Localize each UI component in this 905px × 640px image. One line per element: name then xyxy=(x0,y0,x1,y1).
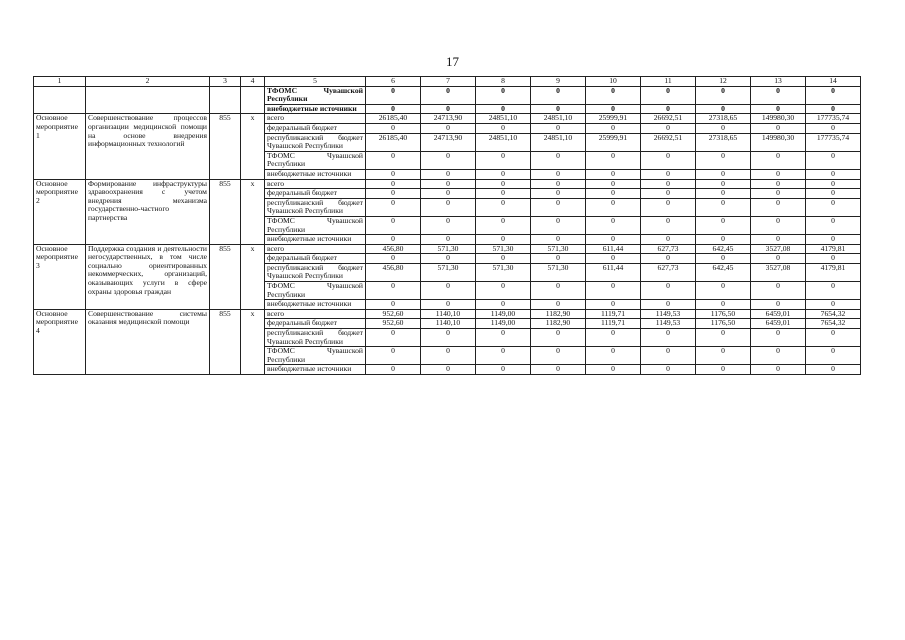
amount-cell: 0 xyxy=(641,347,696,365)
amount-cell: 0 xyxy=(366,329,421,347)
amount-cell: 0 xyxy=(751,216,806,234)
amount-cell: 0 xyxy=(421,189,476,199)
amount-cell: 0 xyxy=(751,347,806,365)
amount-cell: 0 xyxy=(806,347,861,365)
table-row xyxy=(34,179,861,189)
code-cell: 855 xyxy=(210,179,241,244)
amount-cell: 0 xyxy=(696,169,751,179)
amount-cell: 0 xyxy=(531,123,586,133)
amount-cell: 0 xyxy=(751,189,806,199)
amount-cell: 0 xyxy=(476,151,531,169)
x-cell xyxy=(241,86,265,114)
amount-cell: 952,60 xyxy=(366,309,421,319)
funding-source: ТФОМС Чувашской Республики xyxy=(265,216,366,234)
amount-cell: 1119,71 xyxy=(586,319,641,329)
column-number: 3 xyxy=(210,77,241,87)
column-number: 6 xyxy=(366,77,421,87)
amount-cell: 6459,01 xyxy=(751,319,806,329)
amount-cell: 0 xyxy=(366,254,421,264)
activity-name: Совершенствование процессов организации медицинской помощи на основе внедрения информационных технологий xyxy=(86,114,210,179)
activity-name-cell xyxy=(86,86,210,114)
activity-name: Формирование инфраструктуры здравоохранения с учетом внедрения механизма государственно-частного партнерства xyxy=(86,179,210,244)
amount-cell: 0 xyxy=(531,104,586,114)
funding-source: федеральный бюджет xyxy=(265,189,366,199)
amount-cell: 0 xyxy=(806,189,861,199)
column-number: 14 xyxy=(806,77,861,87)
amount-cell: 456,80 xyxy=(366,263,421,281)
amount-cell: 0 xyxy=(366,347,421,365)
amount-cell: 0 xyxy=(696,365,751,375)
amount-cell: 0 xyxy=(476,254,531,264)
amount-cell: 0 xyxy=(806,104,861,114)
amount-cell: 0 xyxy=(586,189,641,199)
amount-cell: 3527,08 xyxy=(751,244,806,254)
funding-source: федеральный бюджет xyxy=(265,123,366,133)
funding-source: внебюджетные источники xyxy=(265,300,366,310)
column-number: 11 xyxy=(641,77,696,87)
amount-cell: 1119,71 xyxy=(586,309,641,319)
amount-cell: 0 xyxy=(366,365,421,375)
amount-cell: 0 xyxy=(586,151,641,169)
amount-cell: 0 xyxy=(476,86,531,104)
amount-cell: 24851,10 xyxy=(531,133,586,151)
column-number: 7 xyxy=(421,77,476,87)
amount-cell: 25999,91 xyxy=(586,114,641,124)
amount-cell: 0 xyxy=(531,329,586,347)
amount-cell: 1149,00 xyxy=(476,309,531,319)
funding-source: ТФОМС Чувашской Республики xyxy=(265,86,366,104)
amount-cell: 1140,10 xyxy=(421,309,476,319)
funding-source: ТФОМС Чувашской Республики xyxy=(265,151,366,169)
amount-cell: 26185,40 xyxy=(366,133,421,151)
column-number-row xyxy=(34,77,861,87)
amount-cell: 0 xyxy=(476,216,531,234)
amount-cell: 0 xyxy=(586,282,641,300)
amount-cell: 0 xyxy=(806,254,861,264)
amount-cell: 24713,90 xyxy=(421,133,476,151)
funding-source: внебюджетные источники xyxy=(265,365,366,375)
amount-cell: 0 xyxy=(421,169,476,179)
code-cell: 855 xyxy=(210,244,241,309)
funding-source: ТФОМС Чувашской Республики xyxy=(265,282,366,300)
x-cell: x xyxy=(241,114,265,179)
amount-cell: 0 xyxy=(806,151,861,169)
amount-cell: 26692,51 xyxy=(641,133,696,151)
amount-cell: 27318,65 xyxy=(696,114,751,124)
amount-cell: 0 xyxy=(641,300,696,310)
amount-cell: 0 xyxy=(641,216,696,234)
amount-cell: 0 xyxy=(751,254,806,264)
amount-cell: 0 xyxy=(476,235,531,245)
amount-cell: 0 xyxy=(531,198,586,216)
amount-cell: 0 xyxy=(641,123,696,133)
x-cell: x xyxy=(241,244,265,309)
amount-cell: 0 xyxy=(806,86,861,104)
funding-source: федеральный бюджет xyxy=(265,319,366,329)
code-cell: 855 xyxy=(210,309,241,374)
amount-cell: 0 xyxy=(421,365,476,375)
amount-cell: 0 xyxy=(641,179,696,189)
amount-cell: 26185,40 xyxy=(366,114,421,124)
amount-cell: 0 xyxy=(366,151,421,169)
amount-cell: 24851,10 xyxy=(531,114,586,124)
amount-cell: 0 xyxy=(476,347,531,365)
amount-cell: 627,73 xyxy=(641,263,696,281)
amount-cell: 27318,65 xyxy=(696,133,751,151)
amount-cell: 0 xyxy=(531,365,586,375)
amount-cell: 0 xyxy=(696,151,751,169)
amount-cell: 0 xyxy=(476,329,531,347)
funding-source: внебюджетные источники xyxy=(265,169,366,179)
activity-label: Основное мероприятие 2 xyxy=(34,179,86,244)
amount-cell: 149980,30 xyxy=(751,133,806,151)
amount-cell: 0 xyxy=(476,300,531,310)
amount-cell: 1149,53 xyxy=(641,319,696,329)
amount-cell: 1149,00 xyxy=(476,319,531,329)
amount-cell: 0 xyxy=(586,254,641,264)
amount-cell: 0 xyxy=(806,235,861,245)
x-cell: x xyxy=(241,179,265,244)
funding-source: федеральный бюджет xyxy=(265,254,366,264)
amount-cell: 0 xyxy=(806,300,861,310)
amount-cell: 0 xyxy=(421,86,476,104)
amount-cell: 4179,81 xyxy=(806,244,861,254)
amount-cell: 0 xyxy=(366,169,421,179)
amount-cell: 642,45 xyxy=(696,263,751,281)
amount-cell: 0 xyxy=(476,179,531,189)
funding-source: всего xyxy=(265,244,366,254)
amount-cell: 0 xyxy=(696,104,751,114)
table-row xyxy=(34,114,861,124)
amount-cell: 0 xyxy=(806,169,861,179)
amount-cell: 0 xyxy=(586,365,641,375)
amount-cell: 24851,10 xyxy=(476,133,531,151)
amount-cell: 0 xyxy=(476,189,531,199)
funding-source: республиканский бюджет Чувашской Республики xyxy=(265,198,366,216)
activity-label: Основное мероприятие 4 xyxy=(34,309,86,374)
amount-cell: 0 xyxy=(696,216,751,234)
amount-cell: 177735,74 xyxy=(806,133,861,151)
column-number: 1 xyxy=(34,77,86,87)
amount-cell: 0 xyxy=(586,235,641,245)
code-cell xyxy=(210,86,241,114)
amount-cell: 6459,01 xyxy=(751,309,806,319)
amount-cell: 0 xyxy=(696,198,751,216)
column-number: 12 xyxy=(696,77,751,87)
amount-cell: 0 xyxy=(751,86,806,104)
amount-cell: 0 xyxy=(421,104,476,114)
amount-cell: 0 xyxy=(586,123,641,133)
amount-cell: 0 xyxy=(366,235,421,245)
funding-source: всего xyxy=(265,179,366,189)
amount-cell: 0 xyxy=(641,282,696,300)
amount-cell: 0 xyxy=(531,169,586,179)
amount-cell: 627,73 xyxy=(641,244,696,254)
amount-cell: 0 xyxy=(696,329,751,347)
funding-source: республиканский бюджет Чувашской Республики xyxy=(265,329,366,347)
column-number: 2 xyxy=(86,77,210,87)
amount-cell: 1182,90 xyxy=(531,309,586,319)
amount-cell: 0 xyxy=(421,216,476,234)
amount-cell: 3527,08 xyxy=(751,263,806,281)
amount-cell: 0 xyxy=(421,282,476,300)
amount-cell: 0 xyxy=(421,198,476,216)
amount-cell: 0 xyxy=(366,216,421,234)
amount-cell: 0 xyxy=(696,86,751,104)
amount-cell: 7654,32 xyxy=(806,309,861,319)
funding-source: всего xyxy=(265,309,366,319)
amount-cell: 0 xyxy=(421,254,476,264)
amount-cell: 0 xyxy=(751,179,806,189)
amount-cell: 611,44 xyxy=(586,244,641,254)
funding-source: внебюджетные источники xyxy=(265,235,366,245)
amount-cell: 0 xyxy=(696,123,751,133)
amount-cell: 0 xyxy=(586,216,641,234)
amount-cell: 0 xyxy=(531,151,586,169)
amount-cell: 0 xyxy=(421,179,476,189)
funding-source: внебюджетные источники xyxy=(265,104,366,114)
amount-cell: 0 xyxy=(421,235,476,245)
amount-cell: 26692,51 xyxy=(641,114,696,124)
amount-cell: 0 xyxy=(641,365,696,375)
amount-cell: 571,30 xyxy=(476,263,531,281)
amount-cell: 0 xyxy=(476,365,531,375)
amount-cell: 571,30 xyxy=(421,244,476,254)
amount-cell: 0 xyxy=(531,300,586,310)
amount-cell: 0 xyxy=(696,179,751,189)
amount-cell: 0 xyxy=(366,123,421,133)
amount-cell: 0 xyxy=(586,198,641,216)
amount-cell: 0 xyxy=(806,329,861,347)
amount-cell: 0 xyxy=(366,198,421,216)
amount-cell: 177735,74 xyxy=(806,114,861,124)
amount-cell: 0 xyxy=(751,104,806,114)
amount-cell: 0 xyxy=(641,329,696,347)
amount-cell: 0 xyxy=(806,365,861,375)
amount-cell: 0 xyxy=(366,282,421,300)
amount-cell: 1182,90 xyxy=(531,319,586,329)
amount-cell: 0 xyxy=(806,216,861,234)
amount-cell: 0 xyxy=(751,329,806,347)
amount-cell: 0 xyxy=(641,151,696,169)
amount-cell: 0 xyxy=(366,104,421,114)
column-number: 8 xyxy=(476,77,531,87)
amount-cell: 0 xyxy=(696,300,751,310)
funding-source: всего xyxy=(265,114,366,124)
amount-cell: 24851,10 xyxy=(476,114,531,124)
table-row xyxy=(34,309,861,319)
funding-source: ТФОМС Чувашской Республики xyxy=(265,347,366,365)
amount-cell: 24713,90 xyxy=(421,114,476,124)
column-number: 13 xyxy=(751,77,806,87)
amount-cell: 0 xyxy=(586,104,641,114)
table-row xyxy=(34,244,861,254)
amount-cell: 0 xyxy=(421,300,476,310)
amount-cell: 1140,10 xyxy=(421,319,476,329)
amount-cell: 0 xyxy=(586,169,641,179)
column-number: 4 xyxy=(241,77,265,87)
amount-cell: 0 xyxy=(366,86,421,104)
amount-cell: 0 xyxy=(476,104,531,114)
amount-cell: 0 xyxy=(421,347,476,365)
amount-cell: 149980,30 xyxy=(751,114,806,124)
amount-cell: 456,80 xyxy=(366,244,421,254)
page-number: 17 xyxy=(446,54,459,69)
amount-cell: 0 xyxy=(476,169,531,179)
amount-cell: 571,30 xyxy=(531,244,586,254)
amount-cell: 0 xyxy=(641,198,696,216)
amount-cell: 0 xyxy=(696,347,751,365)
amount-cell: 0 xyxy=(751,365,806,375)
amount-cell: 611,44 xyxy=(586,263,641,281)
amount-cell: 0 xyxy=(641,235,696,245)
amount-cell: 0 xyxy=(806,123,861,133)
code-cell: 855 xyxy=(210,114,241,179)
amount-cell: 0 xyxy=(366,300,421,310)
amount-cell: 0 xyxy=(531,179,586,189)
amount-cell: 1176,50 xyxy=(696,309,751,319)
column-number: 5 xyxy=(265,77,366,87)
amount-cell: 0 xyxy=(586,300,641,310)
amount-cell: 0 xyxy=(751,235,806,245)
activity-name: Совершенствование системы оказания медицинской помощи xyxy=(86,309,210,374)
amount-cell: 0 xyxy=(696,282,751,300)
amount-cell: 571,30 xyxy=(531,263,586,281)
amount-cell: 952,60 xyxy=(366,319,421,329)
amount-cell: 0 xyxy=(531,235,586,245)
amount-cell: 0 xyxy=(696,189,751,199)
amount-cell: 0 xyxy=(751,151,806,169)
amount-cell: 1149,53 xyxy=(641,309,696,319)
funding-source: республиканский бюджет Чувашской Республики xyxy=(265,133,366,151)
amount-cell: 0 xyxy=(751,123,806,133)
amount-cell: 0 xyxy=(586,347,641,365)
amount-cell: 0 xyxy=(586,86,641,104)
x-cell: x xyxy=(241,309,265,374)
amount-cell: 0 xyxy=(531,254,586,264)
amount-cell: 0 xyxy=(421,151,476,169)
activity-label-cell xyxy=(34,86,86,114)
amount-cell: 0 xyxy=(531,86,586,104)
amount-cell: 0 xyxy=(751,198,806,216)
amount-cell: 0 xyxy=(476,123,531,133)
amount-cell: 0 xyxy=(366,189,421,199)
amount-cell: 0 xyxy=(696,235,751,245)
amount-cell: 4179,81 xyxy=(806,263,861,281)
amount-cell: 571,30 xyxy=(476,244,531,254)
activity-name: Поддержка создания и деятельности негосударственных, в том числе социально ориентированных некоммерческих, организаций, оказывающих услуги в сфере охраны здоровья граждан xyxy=(86,244,210,309)
amount-cell: 0 xyxy=(806,179,861,189)
funding-table xyxy=(33,76,861,375)
funding-source: республиканский бюджет Чувашской Республики xyxy=(265,263,366,281)
amount-cell: 0 xyxy=(421,329,476,347)
amount-cell: 0 xyxy=(586,179,641,189)
continuation-row xyxy=(34,86,861,104)
amount-cell: 0 xyxy=(751,169,806,179)
amount-cell: 25999,91 xyxy=(586,133,641,151)
amount-cell: 0 xyxy=(641,189,696,199)
amount-cell: 0 xyxy=(366,179,421,189)
amount-cell: 0 xyxy=(751,300,806,310)
column-number: 10 xyxy=(586,77,641,87)
amount-cell: 7654,32 xyxy=(806,319,861,329)
amount-cell: 0 xyxy=(586,329,641,347)
amount-cell: 0 xyxy=(641,86,696,104)
amount-cell: 0 xyxy=(421,123,476,133)
amount-cell: 0 xyxy=(531,216,586,234)
activity-label: Основное мероприятие 1 xyxy=(34,114,86,179)
amount-cell: 0 xyxy=(696,254,751,264)
amount-cell: 0 xyxy=(751,282,806,300)
activity-label: Основное мероприятие 3 xyxy=(34,244,86,309)
amount-cell: 0 xyxy=(806,198,861,216)
amount-cell: 642,45 xyxy=(696,244,751,254)
amount-cell: 0 xyxy=(476,198,531,216)
amount-cell: 1176,50 xyxy=(696,319,751,329)
amount-cell: 0 xyxy=(476,282,531,300)
amount-cell: 0 xyxy=(806,282,861,300)
amount-cell: 0 xyxy=(531,282,586,300)
amount-cell: 0 xyxy=(641,254,696,264)
amount-cell: 0 xyxy=(641,104,696,114)
amount-cell: 0 xyxy=(531,347,586,365)
amount-cell: 0 xyxy=(641,169,696,179)
amount-cell: 571,30 xyxy=(421,263,476,281)
column-number: 9 xyxy=(531,77,586,87)
amount-cell: 0 xyxy=(531,189,586,199)
